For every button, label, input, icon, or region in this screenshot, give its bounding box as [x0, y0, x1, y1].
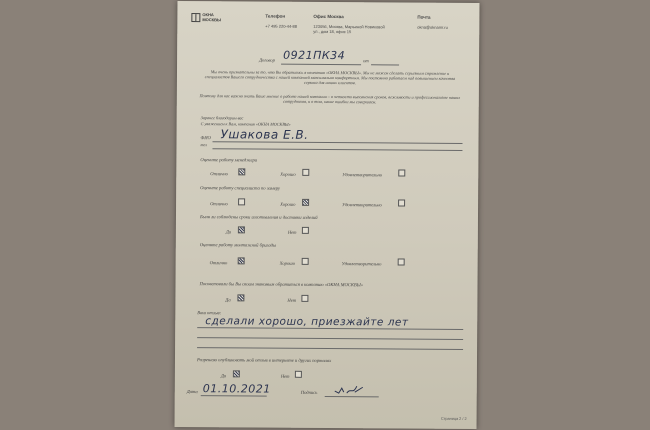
publish-opt2-label: Нет [280, 373, 290, 379]
contract-number: 0921ПК34 [283, 48, 346, 63]
q3-opt1-label: Да [225, 229, 232, 235]
q2-opt3-checkbox[interactable] [398, 199, 405, 206]
fio-sublabel: тел [200, 142, 207, 148]
intro-paragraph-2: Поэтому для нас важно знать Ваше мнение о работе нашей компании – о четкости выполнения сроков, вежливости и профессионализме наших сотрудников, и о том, какие ошибки мы совершаем. [199, 93, 461, 105]
q2-title: Оцените работу специалиста по замеру [200, 185, 281, 191]
feedback-rule-3 [197, 347, 463, 350]
office-line1: 123056, Москва, Марьиной Новиковой [313, 23, 385, 30]
publish-opt1-label: Да [220, 373, 227, 379]
fio-label: ФИО [200, 135, 211, 141]
feedback-value[interactable]: сделали хорошо, приезжайте лет [205, 315, 409, 329]
q1-opt2-checkbox[interactable] [302, 169, 309, 176]
q3-opt1-checkbox[interactable] [238, 226, 245, 233]
window-icon [191, 13, 200, 22]
phone-value: +7 495 220-44-88 [265, 23, 298, 29]
q3-title: Были ли соблюдены сроки изготовления и доставки изделий [199, 214, 318, 220]
q4-title: Оцените работу монтажной бригады [199, 242, 277, 248]
intro-paragraph-1: Мы очень признательны за то, что Вы обратились в компанию «ОКНА МОСКВЫ». Мы не можем сделать серьезным стремление и специалистов Вашего сотрудничества с нашей компанией максимально комфортным. Мы постоянно работаем над повышением качества сервиса для наших клиентов. [204, 69, 456, 86]
q4-opt3-checkbox[interactable] [398, 258, 405, 265]
page-number: Страница 2 / 2 [440, 416, 467, 421]
date-value: 01.10.2021 [202, 382, 271, 396]
fio-rule [213, 141, 463, 144]
q4-opt1-checkbox[interactable] [238, 257, 245, 264]
feedback-label: Ваш отзыв: [197, 310, 222, 316]
q5-title: Посоветовали бы Вы своим знакомым обратиться в компанию «ОКНА МОСКВЫ» [199, 281, 364, 288]
contract-date-rule [371, 64, 399, 65]
letterhead [177, 9, 479, 45]
mail-label: Почта [417, 14, 431, 20]
publish-opt1-checkbox[interactable] [233, 370, 240, 377]
contract-suffix: от [363, 58, 369, 64]
signature-mark [333, 383, 367, 397]
q2-opt3-label: Удовлетворительно [342, 202, 382, 208]
mail-block [417, 15, 448, 30]
mail-value: okna@oknamr.ru [417, 24, 448, 30]
q1-opt3-checkbox[interactable] [398, 169, 405, 176]
office-line2: ул., дом 18, офис 15 [313, 28, 352, 35]
fio-rule-2 [212, 148, 462, 151]
phone-label: Телефон [265, 13, 286, 19]
date-label: Дата [186, 389, 198, 395]
fio-value: Ушакова Е.В. [220, 127, 309, 142]
q2-opt1-checkbox[interactable] [238, 198, 245, 205]
q2-opt1-label: Отлично [210, 201, 228, 207]
q5-opt2-checkbox[interactable] [301, 295, 308, 302]
q1-opt3-label: Удовлетворительно [342, 172, 383, 178]
q4-opt2-label: Хорошо [279, 260, 296, 266]
q2-opt2-label: Хорошо [280, 201, 296, 207]
q5-opt2-label: Нет [287, 297, 297, 303]
contract-label: Договор [259, 57, 275, 63]
office-label: Офис Москва [313, 13, 344, 20]
q5-opt1-label: Да [225, 297, 231, 303]
feedback-form-page [175, 1, 480, 429]
q1-title: Оцените работу менеджера [200, 157, 258, 163]
feedback-rule-2 [197, 337, 463, 340]
phone-block [265, 14, 297, 29]
thanks-text: Заранее благодарим вас [200, 115, 244, 121]
q1-opt2-label: Хорошо [280, 171, 296, 177]
publish-opt2-checkbox[interactable] [295, 371, 302, 378]
logo-text: ОКНА МОСКВЫ [202, 12, 221, 22]
q4-opt2-checkbox[interactable] [302, 258, 309, 265]
q4-opt1-label: Отлично [209, 260, 228, 266]
contract-rule [281, 64, 361, 66]
q2-opt2-checkbox[interactable] [302, 199, 309, 206]
q3-opt2-label: Нет [287, 229, 297, 235]
regards-text: С уважением к Вам, компания «ОКНА МОСКВЫ» [200, 121, 291, 127]
q5-opt1-checkbox[interactable] [237, 294, 244, 301]
office-block [313, 14, 385, 34]
company-logo [191, 13, 227, 27]
q1-opt1-label: Отлично [210, 171, 229, 177]
q3-opt2-checkbox[interactable] [302, 227, 309, 234]
signature-label: Подпись [300, 389, 318, 395]
q4-opt3-label: Удовлетворительно [341, 261, 382, 267]
q1-opt1-checkbox[interactable] [238, 168, 245, 175]
publish-title: Разрешаю опубликовать мой отзыв в интернете и других порталах [196, 357, 332, 364]
